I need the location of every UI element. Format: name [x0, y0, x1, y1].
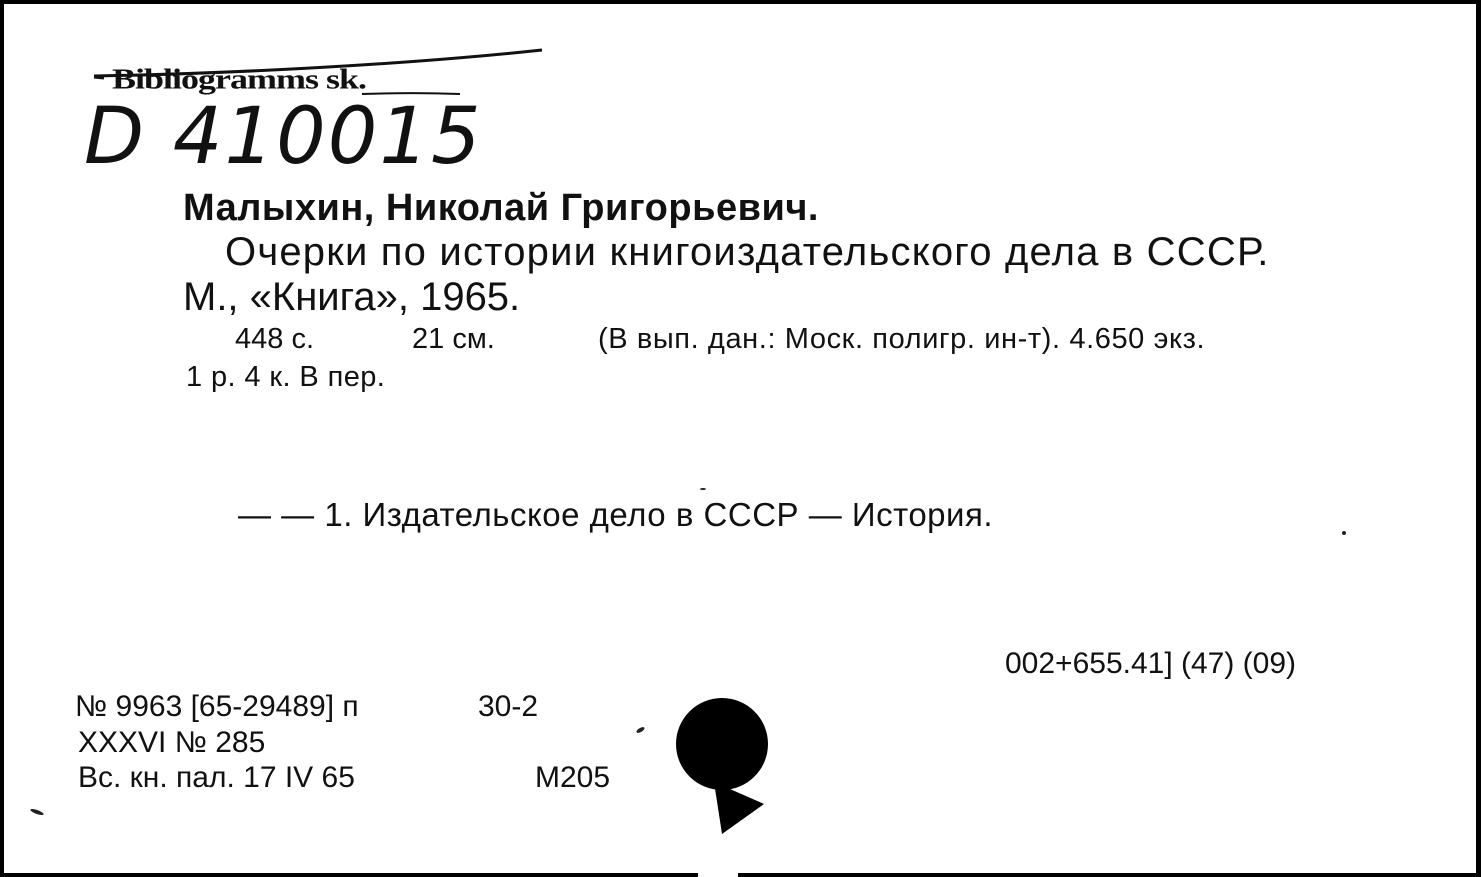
book-chamber-line: Вс. кн. пал. 17 IV 65 [78, 761, 355, 794]
call-number: D 410015 [84, 92, 483, 182]
ink-speck [700, 488, 706, 490]
card-border-top [0, 0, 1481, 4]
ink-speck [30, 808, 45, 817]
author-heading: Малыхин, Николай Григорьевич. [183, 187, 819, 229]
card-code: 30-2 [478, 690, 539, 723]
card-border-bottom [0, 873, 1481, 877]
registration-number: № 9963 [65-29489] п [75, 690, 359, 723]
card-border-gap [698, 873, 738, 877]
punch-hole [674, 696, 774, 836]
book-title: Очерки по истории книгоиздательского дела в СССР. [225, 230, 1270, 274]
order-code: М205 [535, 761, 611, 794]
page-count: 448 с. [235, 323, 314, 355]
series-number: XXXVI № 285 [78, 726, 266, 759]
classification-code: 002+655.41] (47) (09) [1005, 647, 1297, 680]
subject-heading: — — 1. Издательское дело в СССР — История. [238, 496, 994, 533]
card-border-left [0, 0, 4, 877]
ink-speck [636, 726, 646, 734]
book-size: 21 см. [412, 323, 495, 355]
publication-info: М., «Книга», 1965. [183, 275, 521, 319]
edition-note: (В вып. дан.: Моск. полигр. ин-т). 4.650 экз. [598, 323, 1206, 355]
library-stamp: Bibliogramms sk. [112, 62, 367, 95]
card-border-right [1476, 0, 1481, 877]
ink-speck [1342, 531, 1346, 535]
price-binding: 1 р. 4 к. В пер. [186, 361, 386, 393]
